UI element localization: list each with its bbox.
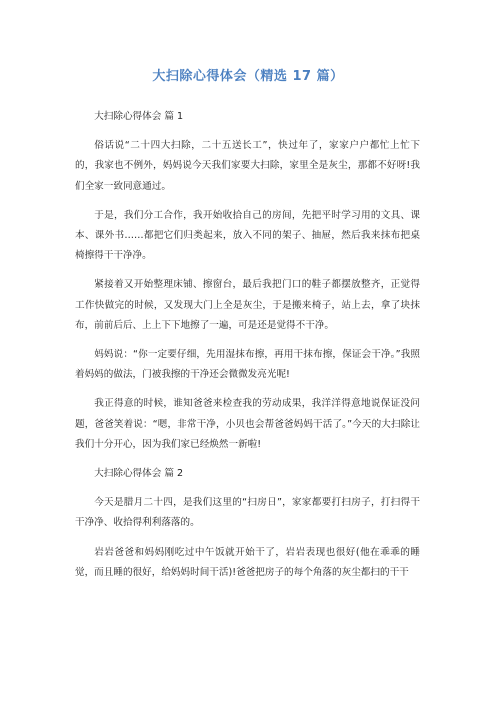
paragraph: 岩岩爸爸和妈妈刚吃过中午饭就开始干了，岩岩表现也很好(他在乖乖的睡觉，而且睡的很好，给妈妈时间干活)!爸爸把房子的每个角落的灰尘都扫的干干	[75, 546, 420, 578]
paragraph: 俗话说“二十四大扫除，二十五送长工”，快过年了，家家户户都忙上忙下的，我家也不例外，妈妈说今天我们家要大扫除，家里全是灰尘，那都不好呀!我们全家一致同意通过。	[75, 140, 420, 192]
document-body	[75, 107, 420, 592]
paragraph: 我正得意的时候，谁知爸爸来检查我的劳动成果，我洋洋得意地说保证没问题，爸爸笑着说：“嗯，非常干净，小贝也会帮爸爸妈妈干活了。”今天的大扫除让我们十分开心，因为我们家已经焕然一新啦!	[75, 398, 420, 450]
paragraph: 紧接着又开始整理床铺、擦窗台，最后我把门口的鞋子都摆放整齐，正觉得工作快做完的时候，又发现大门上全是灰尘，于是搬来椅子，站上去，拿了块抹布，前前后后、上上下下地擦了一遍，可是还是觉得不干净。	[75, 279, 420, 331]
section-heading-2: 大扫除心得体会 篇 2	[94, 468, 184, 480]
paragraph: 于是，我们分工合作，我开始收拾自己的房间，先把平时学习用的文具、课本、课外书……都把它们归类起来，放入不同的架子、抽屉，然后我来抹布把桌椅擦得干干净净。	[75, 209, 420, 262]
paragraph: 妈妈说：“你一定要仔细，先用湿抹布擦，再用干抹布擦，保证会干净。”我照着妈妈的做法，门被我擦的干净还会微微发亮光呢!	[75, 349, 420, 381]
document-title: 大扫除心得体会（精选 17 篇）	[152, 69, 344, 84]
paragraph: 今天是腊月二十四，是我们这里的“扫房日”，家家都要打扫房子，打扫得干干净净、收拾得利利落落的。	[75, 497, 420, 529]
section-heading-1: 大扫除心得体会 篇 1	[94, 111, 184, 122]
